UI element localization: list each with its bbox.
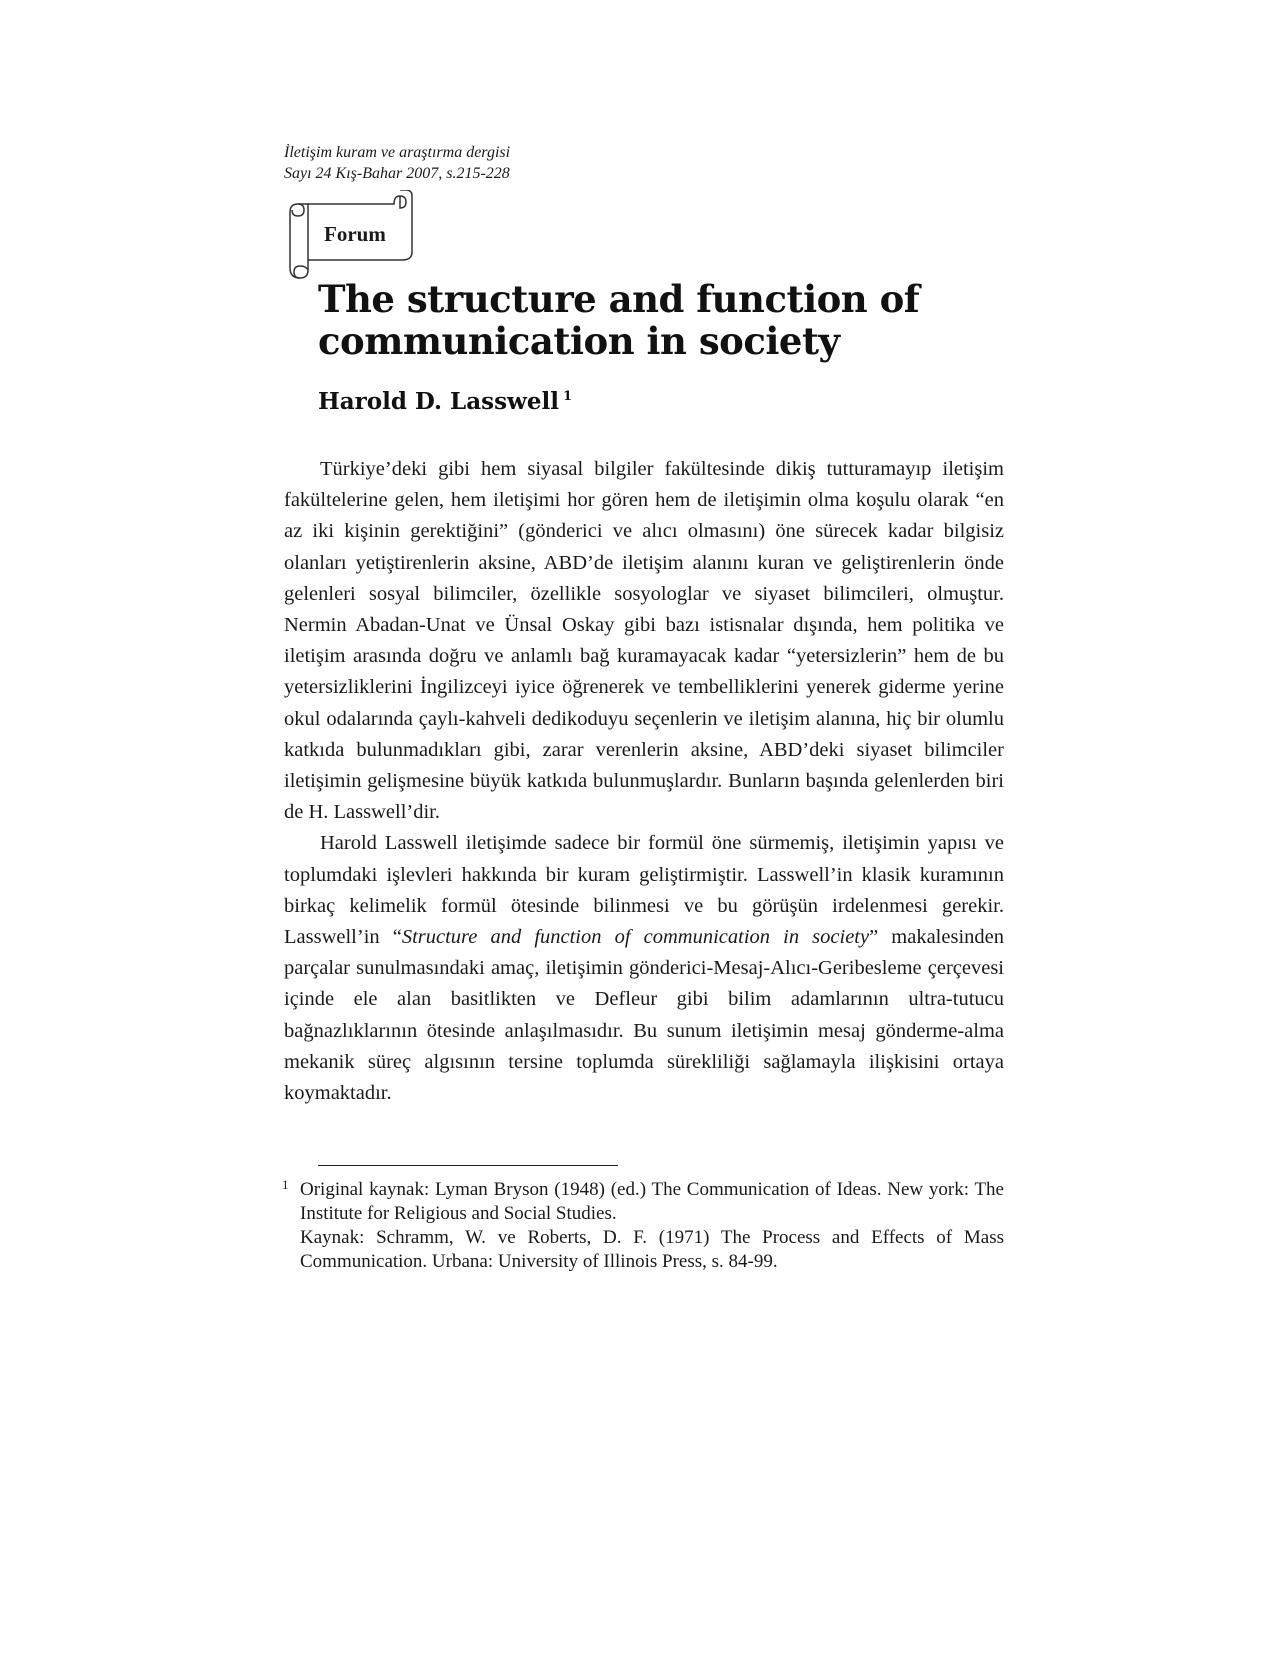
footnote-divider [318, 1165, 618, 1166]
author-name: Harold D. Lasswell [318, 388, 559, 415]
article-title-reference: Structure and function of communication in society [401, 926, 870, 949]
footnote-source: Kaynak: Schramm, W. ve Roberts, D. F. (1971) The Process and Effects of Mass Communication. Urbana: University of Illinois Press, s. 84-99. [300, 1227, 1004, 1272]
footnotes [282, 1178, 1004, 1274]
footnote-marker: 1 [282, 1177, 289, 1192]
section-label: Forum [324, 222, 386, 246]
body-paragraph-2 [284, 828, 1004, 1109]
article-body [284, 454, 1004, 1109]
article-title: The structure and function of communication in society [318, 277, 920, 363]
section-banner [282, 190, 424, 280]
paragraph-2-text-start: Harold Lasswell iletişimde sadece bir formül öne sürmemiş, iletişimin yapısı ve toplumdaki işlevleri hakkında bir kuram geliştirmiştir. Lasswell’in klasik kuramının birkaç kelimelik formül ötesinde bilinmesi ve bu görüşün irdelenmesi gerekir. Lasswell’in “ [284, 832, 1004, 949]
author-line [318, 388, 572, 415]
journal-name: İletişim kuram ve araştırma dergisi [284, 144, 511, 161]
journal-header [284, 142, 510, 184]
paragraph-2-text-end: ” makalesinden parçalar sunulmasındaki amaç, iletişimin gönderici-Mesaj-Alıcı-Geribesleme çerçevesi içinde ele alan basitlikten ve Defleur gibi bilim adamlarının ultra-tutucu bağnazlıklarının ötesinde anlaşılmasıdır. Bu sunum iletişimin mesaj gönderme-alma mekanik süreç algısının tersine toplumda sürekliliği sağlamayla ilişkisini ortaya koymaktadır. [284, 926, 1004, 1105]
footnote-1 [282, 1178, 1004, 1274]
author-footnote-marker: 1 [562, 389, 572, 405]
footnote-original-source: Original kaynak: Lyman Bryson (1948) (ed.) The Communication of Ideas. New york: The Institute for Religious and Social Studies. [300, 1179, 1004, 1224]
body-paragraph-1: Türkiye’deki gibi hem siyasal bilgiler fakültesinde dikiş tutturamayıp iletişim fakültelerine gelen, hem iletişimi hor gören hem de iletişimin olma koşulu olarak “en az iki kişinin gerektiğini” (gönderici ve alıcı olmasını) öne sürecek kadar bilgisiz olanları yetiştirenlerin aksine, ABD’de iletişim alanını kuran ve geliştirenlerin önde gelenleri sosyal bilimciler, özellikle sosyologlar ve siyaset bilimcileri, olmuştur. Nermin Abadan-Unat ve Ünsal Oskay gibi bazı istisnalar dışında, hem politika ve iletişim arasında doğru ve anlamlı bağ kuramayacak kadar “yetersizlerin” hem de bu yetersizliklerini İngilizceyi iyice öğrenerek ve tembelliklerini yenerek giderme yerine okul odalarında çaylı-kahveli dedikoduyu seçenlerin ve iletişim alanına, hiç bir olumlu katkıda bulunmadıkları gibi, zarar verenlerin aksine, ABD’deki siyaset bilimciler iletişimin gelişmesine büyük katkıda bulunmuşlardır. Bunların başında gelenlerden biri de H. Lasswell’dir. [284, 458, 1004, 824]
issue-info: Sayı 24 Kış-Bahar 2007, s.215-228 [284, 165, 510, 182]
